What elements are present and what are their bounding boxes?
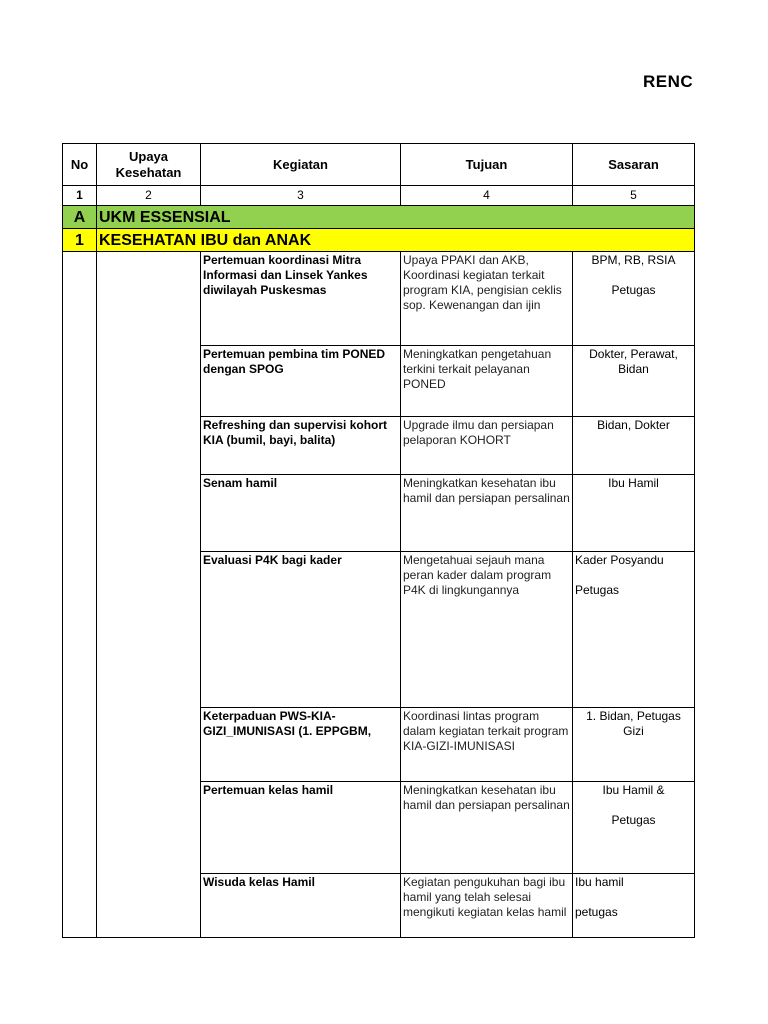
sasaran-primary: Kader Posyandu xyxy=(575,553,664,567)
kegiatan-cell: Keterpaduan PWS-KIA-GIZI_IMUNISASI (1. EPPGBM, xyxy=(201,708,401,782)
section-label: UKM ESSENSIAL xyxy=(97,206,695,229)
kegiatan-cell: Wisuda kelas Hamil xyxy=(201,874,401,938)
sasaran-primary: 1. Bidan, Petugas Gizi xyxy=(586,709,681,738)
sasaran-primary: Bidan, Dokter xyxy=(597,418,670,432)
table-row xyxy=(63,252,695,346)
kegiatan-cell: Senam hamil xyxy=(201,475,401,552)
no-cell-empty xyxy=(63,252,97,938)
sasaran-cell xyxy=(573,417,695,475)
header-kegiatan: Kegiatan xyxy=(201,144,401,186)
sasaran-cell xyxy=(573,346,695,417)
kegiatan-cell: Refreshing dan supervisi kohort KIA (bumil, bayi, balita) xyxy=(201,417,401,475)
header-sasaran: Sasaran xyxy=(573,144,695,186)
activity-table-sheet xyxy=(62,143,768,943)
section-row-ukm xyxy=(63,206,695,229)
tujuan-cell: Meningkatkan pengetahuan terkini terkait pelayanan PONED xyxy=(401,346,573,417)
document-title: RENC xyxy=(643,72,694,91)
sasaran-cell xyxy=(573,475,695,552)
sasaran-cell xyxy=(573,782,695,874)
tujuan-cell: Meningkatkan kesehatan ibu hamil dan persiapan persalinan xyxy=(401,475,573,552)
header-tujuan: Tujuan xyxy=(401,144,573,186)
tujuan-cell: Upgrade ilmu dan persiapan pelaporan KOHORT xyxy=(401,417,573,475)
column-number-row xyxy=(63,186,695,206)
upaya-cell-empty xyxy=(97,252,201,938)
section-label: KESEHATAN IBU dan ANAK xyxy=(97,229,695,252)
tujuan-cell: Koordinasi lintas program dalam kegiatan terkait program KIA-GIZI-IMUNISASI xyxy=(401,708,573,782)
column-number: 2 xyxy=(97,186,201,206)
sasaran-cell xyxy=(573,874,695,938)
header-row xyxy=(63,144,695,186)
sasaran-primary: Ibu hamil xyxy=(575,875,624,889)
section-code: A xyxy=(63,206,97,229)
kegiatan-cell: Pertemuan kelas hamil xyxy=(201,782,401,874)
activity-table xyxy=(62,143,695,938)
sasaran-primary: Ibu Hamil & xyxy=(602,783,665,797)
tujuan-cell: Upaya PPAKI dan AKB, Koordinasi kegiatan terkait program KIA, pengisian ceklis sop. Kewenangan dan ijin xyxy=(401,252,573,346)
tujuan-cell: Meningkatkan kesehatan ibu hamil dan persiapan persalinan xyxy=(401,782,573,874)
section-row-kia xyxy=(63,229,695,252)
column-number: 1 xyxy=(63,186,97,206)
sasaran-secondary: Petugas xyxy=(575,583,620,597)
header-upaya: Upaya Kesehatan xyxy=(97,144,201,186)
sasaran-primary: BPM, RB, RSIA xyxy=(591,253,676,267)
column-number: 5 xyxy=(573,186,695,206)
sasaran-cell xyxy=(573,552,695,708)
sasaran-cell xyxy=(573,708,695,782)
column-number: 3 xyxy=(201,186,401,206)
sasaran-secondary: petugas xyxy=(575,905,618,919)
sasaran-primary: Dokter, Perawat, Bidan xyxy=(589,347,678,376)
sasaran-primary: Ibu Hamil xyxy=(608,476,659,490)
tujuan-cell: Kegiatan pengukuhan bagi ibu hamil yang telah selesai mengikuti kegiatan kelas hamil xyxy=(401,874,573,938)
header-no: No xyxy=(63,144,97,186)
kegiatan-cell: Evaluasi P4K bagi kader xyxy=(201,552,401,708)
sasaran-secondary: Petugas xyxy=(611,283,656,297)
kegiatan-cell: Pertemuan pembina tim PONED dengan SPOG xyxy=(201,346,401,417)
kegiatan-cell: Pertemuan koordinasi Mitra Informasi dan Linsek Yankes diwilayah Puskesmas xyxy=(201,252,401,346)
section-code: 1 xyxy=(63,229,97,252)
sasaran-secondary: Petugas xyxy=(611,813,656,827)
column-number: 4 xyxy=(401,186,573,206)
tujuan-cell: Mengetahuai sejauh mana peran kader dalam program P4K di lingkungannya xyxy=(401,552,573,708)
sasaran-cell xyxy=(573,252,695,346)
